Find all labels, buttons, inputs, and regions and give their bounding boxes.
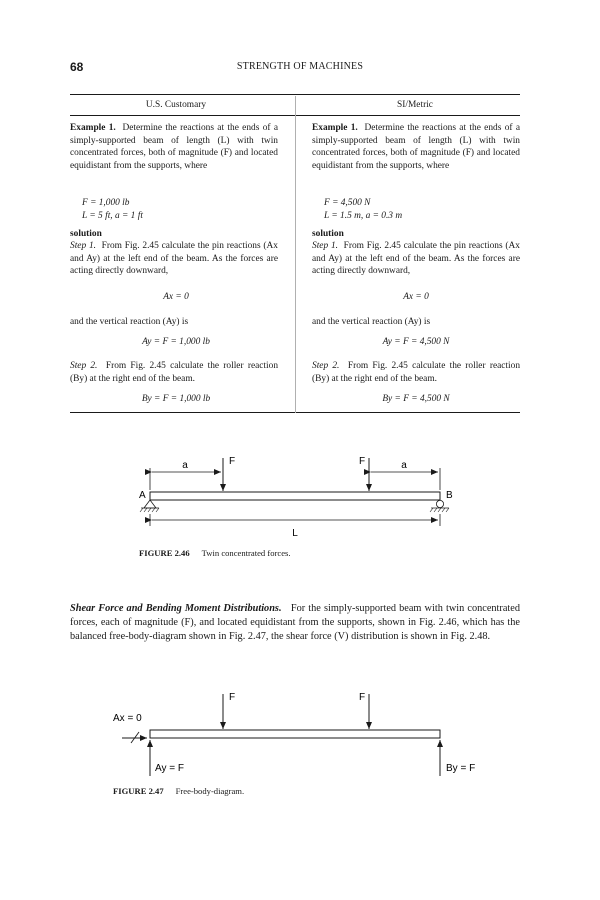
step1-text: From Fig. 2.45 calculate the pin reactions (Ax and Ay) at the left end of the beam. As the forces are acting directly downward, xyxy=(312,241,520,277)
figure-2-47-diagram xyxy=(0,680,600,780)
step2-text: From Fig. 2.45 calculate the roller reaction (By) at the right end of the beam. xyxy=(70,361,279,384)
us-vertical-text: and the vertical reaction (Ay) is xyxy=(70,317,189,327)
column-divider xyxy=(295,96,296,413)
us-example-intro xyxy=(70,122,278,172)
step2-text: From Fig. 2.45 calculate the roller reaction (By) at the right end of the beam. xyxy=(312,361,521,384)
running-head: STRENGTH OF MACHINES xyxy=(236,61,364,72)
roller-support xyxy=(436,500,443,507)
label-f-right: F xyxy=(359,692,366,703)
pin-support xyxy=(144,500,156,508)
section-body: For the simply-supported beam with twin concentrated forces, each of magnitude (F), and located equidistant from the supports, shown in Fig. 2.46, which has the balanced free-body-diagram shown in Fig. 2.47, the shear force (V) distribution is shown in Fig. 2.48. xyxy=(70,603,520,643)
step1-text: From Fig. 2.45 calculate the pin reactions (Ax and Ay) at the left end of the beam. As the forces are acting directly downward, xyxy=(70,241,278,277)
label-support-a: A xyxy=(139,490,146,501)
page-number: 68 xyxy=(70,60,84,74)
example-label: Example 1. xyxy=(70,123,116,133)
si-eq-ay: Ay = F = 4,500 N xyxy=(382,337,450,347)
si-metric-header: SI/Metric xyxy=(397,100,433,110)
si-step1 xyxy=(312,240,520,278)
example-intro-text: Determine the reactions at the ends of a simply-supported beam of length (L) with twin concentrated forces, both of magnitude (F) and located equidistant from the supports, where xyxy=(312,123,521,171)
label-ay: Ay = F xyxy=(155,763,184,774)
si-eq-ax: Ax = 0 xyxy=(403,292,429,302)
reaction-ax-strike xyxy=(131,732,139,743)
figure-label: FIGURE 2.46 xyxy=(139,548,190,558)
step2-label: Step 2. xyxy=(70,361,98,371)
si-eq-by: By = F = 4,500 N xyxy=(382,394,450,404)
si-vertical-text: and the vertical reaction (Ay) is xyxy=(312,317,431,327)
beam xyxy=(150,730,440,738)
step1-label: Step 1. xyxy=(70,241,96,251)
section-paragraph xyxy=(70,602,520,645)
label-f-left: F xyxy=(229,456,236,467)
figure-caption-text: Twin concentrated forces. xyxy=(201,548,291,558)
us-given-2: L = 5 ft, a = 1 ft xyxy=(82,211,143,221)
figure-2-46-caption xyxy=(139,548,291,558)
label-by: By = F xyxy=(446,763,476,774)
si-example-intro xyxy=(312,122,520,172)
label-f-right: F xyxy=(359,456,366,467)
example-intro-text: Determine the reactions at the ends of a simply-supported beam of length (L) with twin concentrated forces, both of magnitude (F) and located equidistant from the supports, where xyxy=(70,123,279,171)
figure-2-46-diagram xyxy=(0,450,600,550)
us-step2 xyxy=(70,360,278,385)
us-eq-by: By = F = 1,000 lb xyxy=(141,394,211,404)
si-given-2: L = 1.5 m, a = 0.3 m xyxy=(324,211,403,221)
step2-label: Step 2. xyxy=(312,361,340,371)
label-f-left: F xyxy=(229,692,236,703)
us-eq-ay: Ay = F = 1,000 lb xyxy=(142,337,210,347)
figure-2-47-caption xyxy=(113,786,244,796)
si-solution-label: solution xyxy=(312,229,344,239)
label-length: L xyxy=(292,528,298,539)
us-step1 xyxy=(70,240,278,278)
us-given-1: F = 1,000 lb xyxy=(82,198,130,208)
section-heading: Shear Force and Bending Moment Distributions. xyxy=(70,603,282,614)
us-eq-ax: Ax = 0 xyxy=(163,292,189,302)
beam xyxy=(150,492,440,500)
figure-caption-text: Free-body-diagram. xyxy=(175,786,245,796)
example-label: Example 1. xyxy=(312,123,358,133)
si-step2 xyxy=(312,360,520,385)
label-support-b: B xyxy=(446,490,453,501)
us-customary-header: U.S. Customary xyxy=(145,100,207,110)
step1-label: Step 1. xyxy=(312,241,338,251)
si-given-1: F = 4,500 N xyxy=(324,198,371,208)
figure-label: FIGURE 2.47 xyxy=(113,786,164,796)
us-solution-label: solution xyxy=(70,229,102,239)
label-ax: Ax = 0 xyxy=(113,713,142,724)
label-a-right: a xyxy=(401,460,407,471)
label-a-left: a xyxy=(182,460,188,471)
